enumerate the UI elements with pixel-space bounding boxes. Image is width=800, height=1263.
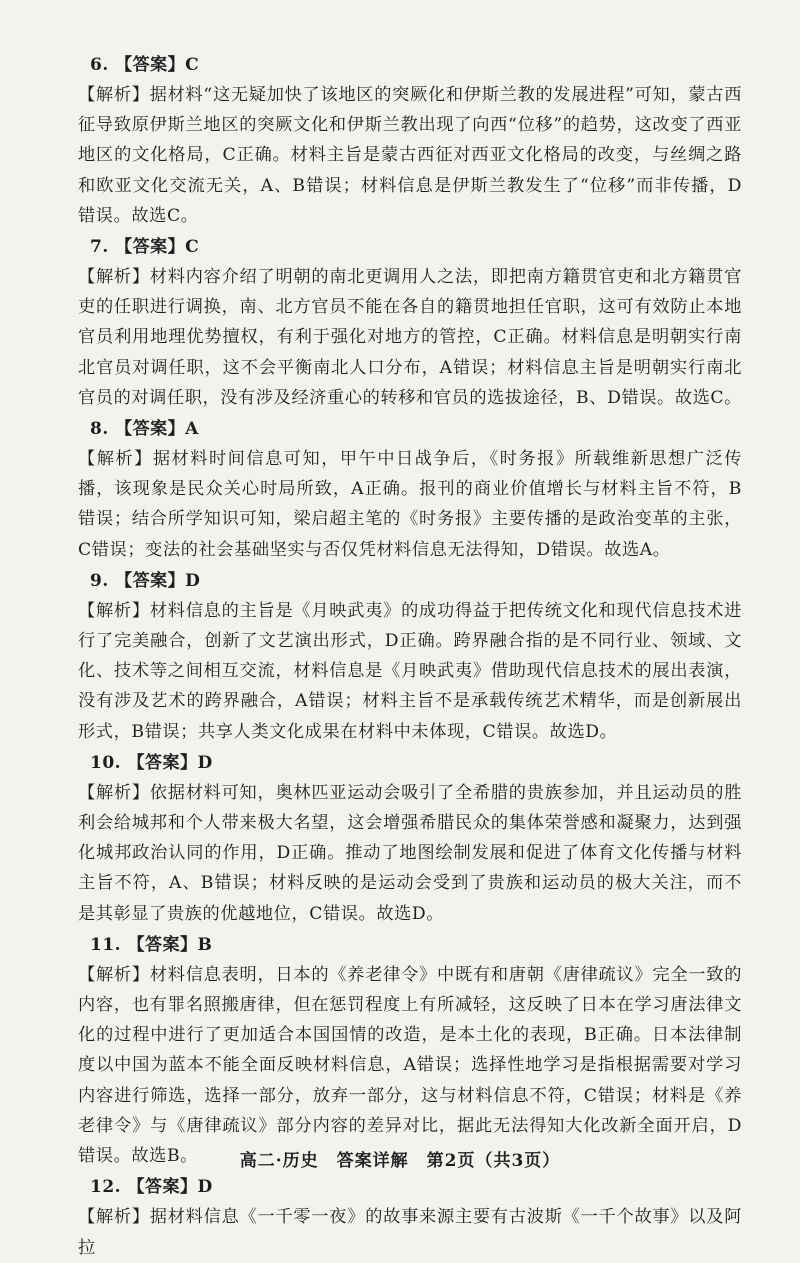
answer-line: 6. 【答案】C	[90, 55, 200, 75]
question-7	[78, 232, 742, 413]
explanation: 【解析】据材料时间信息可知，甲午中日战争后，《时务报》所载维新思想广泛传播，该现象是民众关心时局所致，A正确。报刊的商业价值增长与材料主旨不符，B错误；结合所学知识可知，梁启超主笔的《时务报》主要传播的是政治变革的主张，C错误；变法的社会基础坚实与否仅凭材料信息无法得知，D错误。故选A。	[78, 449, 742, 560]
question-9	[78, 566, 742, 747]
answer-line: 7. 【答案】C	[90, 237, 200, 258]
answer-line: 8. 【答案】A	[90, 419, 199, 440]
explanation: 【解析】据材料信息《一千零一夜》的故事来源主要有古波斯《一千个故事》以及阿拉	[78, 1207, 742, 1258]
answer-line: 12. 【答案】D	[90, 1177, 213, 1198]
answer-line: 11. 【答案】B	[90, 934, 213, 955]
explanation: 【解析】依据材料可知，奥林匹亚运动会吸引了全希腊的贵族参加，并且运动员的胜利会给城邦和个人带来极大名望，这会增强希腊民众的集体荣誉感和凝聚力，达到强化城邦政治认同的作用，D正确。推动了地图绘制发展和促进了体育文化传播与材料主旨不符，A、B错误；材料反映的是运动会受到了贵族和运动员的极大关注，而不是其彰显了贵族的优越地位，C错误。故选D。	[78, 782, 742, 924]
question-10	[78, 748, 742, 929]
explanation: 【解析】材料内容介绍了明朝的南北更调用人之法，即把南方籍贯官吏和北方籍贯官吏的任职进行调换，南、北方官员不能在各自的籍贯地担任官职，这可有效防止本地官员利用地理优势擅权，有利于强化对地方的管控，C正确。材料信息是明朝实行南北官员对调任职，这不会平衡南北人口分布，A错误；材料信息主旨是明朝实行南北官员的对调任职，没有涉及经济重心的转移和官员的选拔途径，B、D错误。故选C。	[78, 267, 742, 408]
page-footer: 高二·历史 答案详解 第2页（共3页）	[239, 1151, 561, 1171]
question-11	[78, 930, 742, 1171]
question-6	[78, 50, 742, 231]
explanation: 【解析】材料信息表明，日本的《养老律令》中既有和唐朝《唐律疏议》完全一致的内容，也有罪名照搬唐律，但在惩罚程度上有所减轻，这反映了日本在学习唐法律文化的过程中进行了更加适合本国国情的改造，是本土化的表现，B正确。日本法律制度以中国为蓝本不能全面反映材料信息，A错误；选择性地学习是指根据需要对学习内容进行筛选，选择一部分，放弃一部分，这与材料信息不符，C错误；材料是《养老律令》与《唐律疏议》部分内容的差异对比，据此无法得知大化改新全面开启，D错误。故选B。	[78, 964, 742, 1167]
explanation: 【解析】材料信息的主旨是《月映武夷》的成功得益于把传统文化和现代信息技术进行了完美融合，创新了文艺演出形式，D正确。跨界融合指的是不同行业、领域、文化、技术等之间相互交流，材料信息是《月映武夷》借助现代信息技术的展出表演，没有涉及艺术的跨界融合，A错误；材料主旨不是承载传统艺术精华，而是创新展出形式，B错误；共享人类文化成果在材料中未体现，C错误。故选D。	[78, 600, 742, 742]
answer-line: 10. 【答案】D	[90, 752, 213, 773]
answer-line: 9. 【答案】D	[90, 570, 201, 591]
question-12	[78, 1172, 742, 1262]
question-8	[78, 414, 742, 565]
explanation: 【解析】据材料“这无疑加快了该地区的突厥化和伊斯兰教的发展进程”可知，蒙古西征导致原伊斯兰地区的突厥文化和伊斯兰教出现了向西“位移”的趋势，这改变了西亚地区的文化格局，C正确。材料主旨是蒙古西征对西亚文化格局的改变，与丝绸之路和欧亚文化交流无关，A、B错误；材料信息是伊斯兰教发生了“位移”而非传播，D错误。故选C。	[78, 85, 742, 226]
